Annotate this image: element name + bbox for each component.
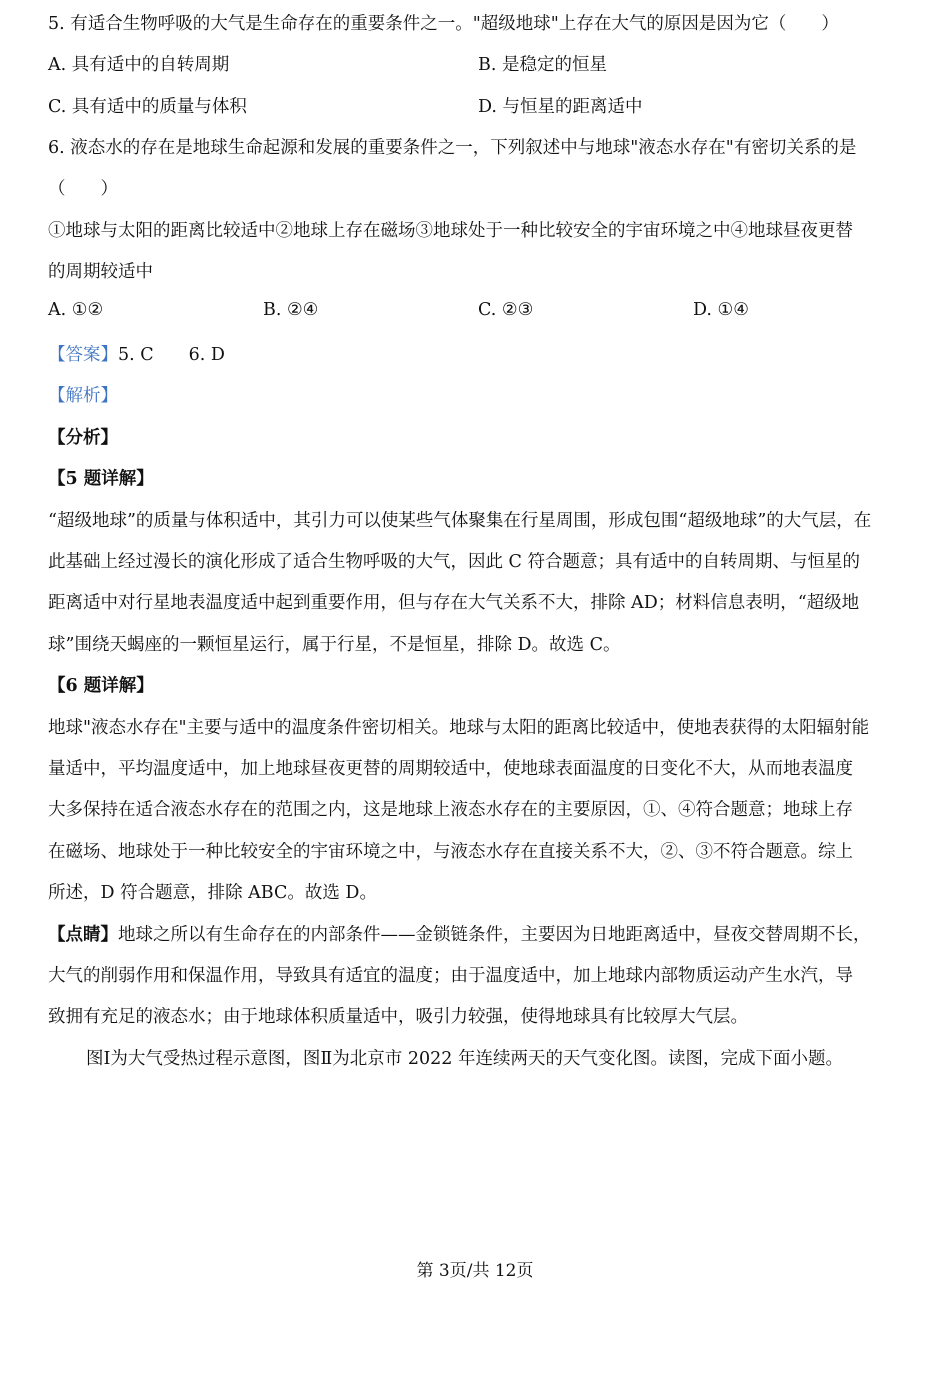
q6-option-a: A. ①② [48, 300, 104, 320]
q6-items-line1: ①地球与太阳的距离比较适中②地球上存在磁场③地球处于一种比较安全的宇宙环境之中④地球昼夜更替 [48, 221, 853, 241]
detail6-line: 在磁场、地球处于一种比较安全的宇宙环境之中，与液态水存在直接关系不大，②、③不符合题意。综上 [48, 842, 853, 862]
answer-line [48, 341, 910, 369]
detail6-line: 所述，D 符合题意，排除 ABC。故选 D。 [48, 883, 377, 903]
q5-option-b: B. 是稳定的恒星 [478, 55, 607, 75]
detail5-line: 距离适中对行星地表温度适中起到重要作用，但与存在大气关系不大，排除 AD；材料信息表明，“超级地 [48, 593, 860, 613]
tip-text: 地球之所以有生命存在的内部条件——金锁链条件，主要因为日地距离适中，昼夜交替周期不长， [118, 925, 871, 945]
tip-line2: 大气的削弱作用和保温作用，导致具有适宜的温度；由于温度适中，加上地球内部物质运动产生水汽，导 [48, 966, 853, 986]
detail6-line: 量适中，平均温度适中，加上地球昼夜更替的周期较适中，使地球表面温度的日变化不大，从而地表温度 [48, 759, 853, 779]
q6-stem-line1: 6. 液态水的存在是地球生命起源和发展的重要条件之一，下列叙述中与地球"液态水存在"有密切关系的是 [48, 138, 857, 158]
detail5-line: 此基础上经过漫长的演化形成了适合生物呼吸的大气，因此 C 符合题意；具有适中的自转周期、与恒星的 [48, 552, 861, 572]
q6-option-d: D. ①④ [693, 300, 749, 320]
q5-option-a: A. 具有适中的自转周期 [48, 55, 230, 75]
q6-option-b: B. ②④ [263, 300, 319, 320]
detail5-line: “超级地球”的质量与体积适中，其引力可以使某些气体聚集在行星周围，形成包围“超级地球”的大气层，在 [48, 511, 872, 531]
detail6-line: 大多保持在适合液态水存在的范围之内，这是地球上液态水存在的主要原因，①、④符合题意；地球上存 [48, 800, 853, 820]
q6-option-c: C. ②③ [478, 300, 534, 320]
answer-text: 5. C 6. D [118, 345, 225, 365]
q5-stem: 5. 有适合生物呼吸的大气是生命存在的重要条件之一。"超级地球"上存在大气的原因是因为它（ ） [48, 14, 839, 34]
analysis-label: 【解析】 [48, 386, 118, 406]
tip-label: 【点睛】 [48, 925, 118, 945]
page-footer: 第 3页/共 12页 [416, 1261, 534, 1281]
q6-stem-line2: （ ） [48, 179, 118, 199]
q6-items-line2: 的周期较适中 [48, 262, 153, 282]
detail6-line: 地球"液态水存在"主要与适中的温度条件密切相关。地球与太阳的距离比较适中，使地表获得的太阳辐射能 [48, 718, 870, 738]
detail5-title: 【5 题详解】 [48, 469, 154, 489]
next-question-intro: 图Ⅰ为大气受热过程示意图，图Ⅱ为北京市 2022 年连续两天的天气变化图。读图，完成下面小题。 [86, 1049, 843, 1069]
answer-label: 【答案】 [48, 345, 118, 365]
q5-option-c: C. 具有适中的质量与体积 [48, 97, 247, 117]
tip-line1 [48, 921, 910, 949]
detail6-title: 【6 题详解】 [48, 676, 154, 696]
tip-line3: 致拥有充足的液态水；由于地球体积质量适中，吸引力较强，使得地球具有比较厚大气层。 [48, 1007, 748, 1027]
q5-option-d: D. 与恒星的距离适中 [478, 97, 643, 117]
fenxi-label: 【分析】 [48, 428, 118, 448]
detail5-line: 球”围绕天蝎座的一颗恒星运行，属于行星，不是恒星，排除 D。故选 C。 [48, 635, 621, 655]
